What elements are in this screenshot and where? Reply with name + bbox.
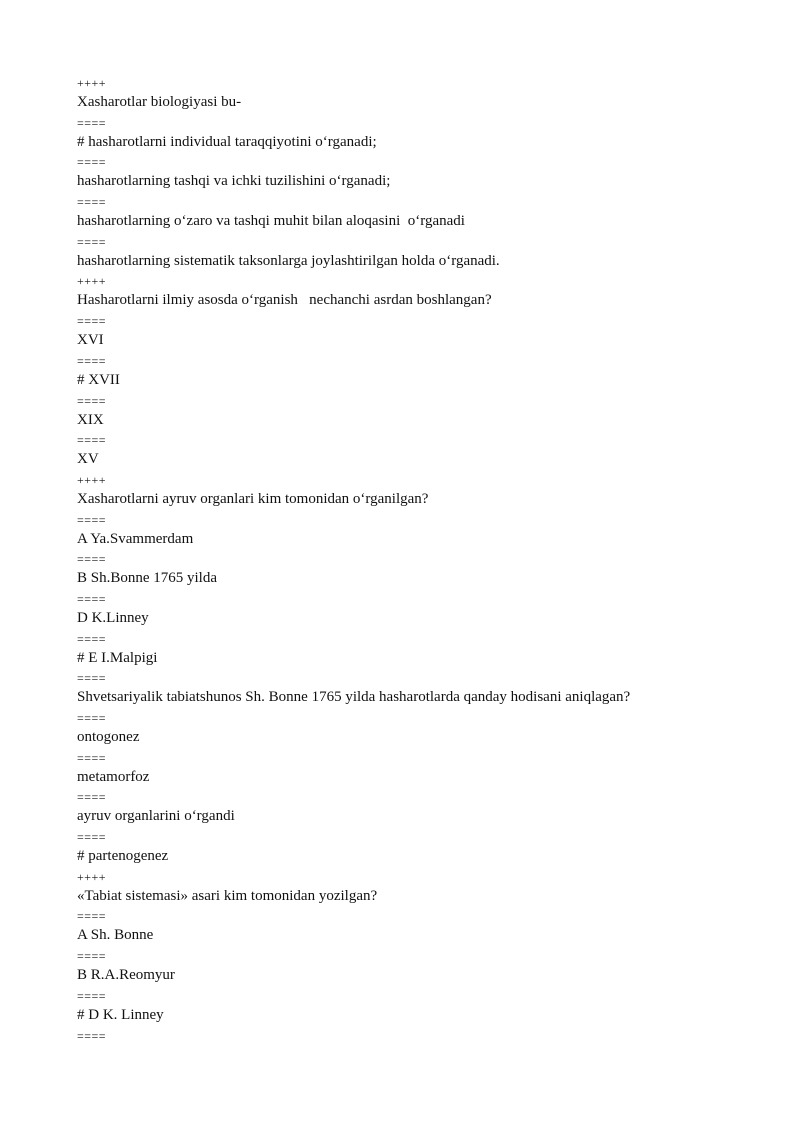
option-separator: ====	[77, 115, 107, 130]
correct-answer-option: # E I.Malpigi	[77, 649, 158, 666]
option-separator: ====	[77, 314, 107, 329]
answer-option: hasharotlarning o‘zaro va tashqi muhit bilan aloqasini o‘rganadi	[77, 213, 465, 230]
question-text: Hasharotlarni ilmiy asosda o‘rganish nechanchi asrdan boshlangan?	[77, 292, 492, 309]
option-separator: ====	[77, 711, 107, 725]
answer-option: D K.Linney	[77, 609, 149, 626]
option-separator: ====	[77, 552, 107, 567]
option-separator: ====	[77, 353, 107, 368]
option-separator: ====	[77, 750, 107, 765]
answer-option: hasharotlarning sistematik taksonlarga joylashtirilgan holda o‘rganadi.	[77, 252, 500, 269]
question-text: Xasharotlar biologiyasi bu-	[77, 94, 242, 110]
correct-answer-option: # XVII	[77, 371, 120, 388]
answer-option: A Sh. Bonne	[77, 927, 154, 944]
correct-answer-option: # hasharotlarni individual taraqqiyotini o‘rganadi;	[77, 133, 377, 150]
answer-option: ontogonez	[77, 729, 140, 745]
option-separator: ====	[77, 234, 107, 249]
option-separator: ====	[77, 1028, 107, 1043]
answer-option: metamorfoz	[77, 768, 150, 785]
option-separator: ====	[77, 949, 107, 964]
option-separator: ====	[77, 631, 107, 646]
answer-option: hasharotlarning tashqi va ichki tuzilishini o‘rganadi;	[77, 173, 391, 190]
answer-option: Shvetsariyalik tabiatshunos Sh. Bonne 1765 yilda hasharotlarda qanday hodisani aniqlagan?	[77, 689, 631, 706]
answer-option: B Sh.Bonne 1765 yilda	[77, 570, 218, 587]
question-separator: ++++	[77, 869, 107, 884]
question-separator: ++++	[77, 76, 107, 90]
answer-option: B R.A.Reomyur	[77, 967, 175, 984]
correct-answer-option: # partenogenez	[77, 848, 169, 865]
option-separator: ====	[77, 195, 107, 210]
option-separator: ====	[77, 671, 107, 686]
question-text: «Tabiat sistemasi» asari kim tomonidan yozilgan?	[77, 887, 378, 904]
option-separator: ====	[77, 790, 107, 805]
option-separator: ====	[77, 512, 107, 527]
answer-option: ayruv organlarini o‘rgandi	[77, 808, 235, 825]
answer-option: XV	[77, 451, 99, 468]
option-separator: ====	[77, 393, 107, 408]
answer-option: XVI	[77, 332, 104, 349]
option-separator: ====	[77, 909, 107, 924]
question-separator: ++++	[77, 472, 107, 487]
question-text: Xasharotlarni ayruv organlari kim tomonidan o‘rganilgan?	[77, 490, 429, 507]
option-separator: ====	[77, 830, 107, 845]
option-separator: ====	[77, 155, 107, 170]
answer-option: A Ya.Svammerdam	[77, 530, 194, 547]
option-separator: ====	[77, 433, 107, 448]
answer-option: XIX	[77, 411, 104, 428]
option-separator: ====	[77, 591, 107, 606]
option-separator: ====	[77, 988, 107, 1003]
question-separator: ++++	[77, 274, 107, 289]
question-list	[77, 76, 777, 1043]
correct-answer-option: # D K. Linney	[77, 1006, 164, 1023]
